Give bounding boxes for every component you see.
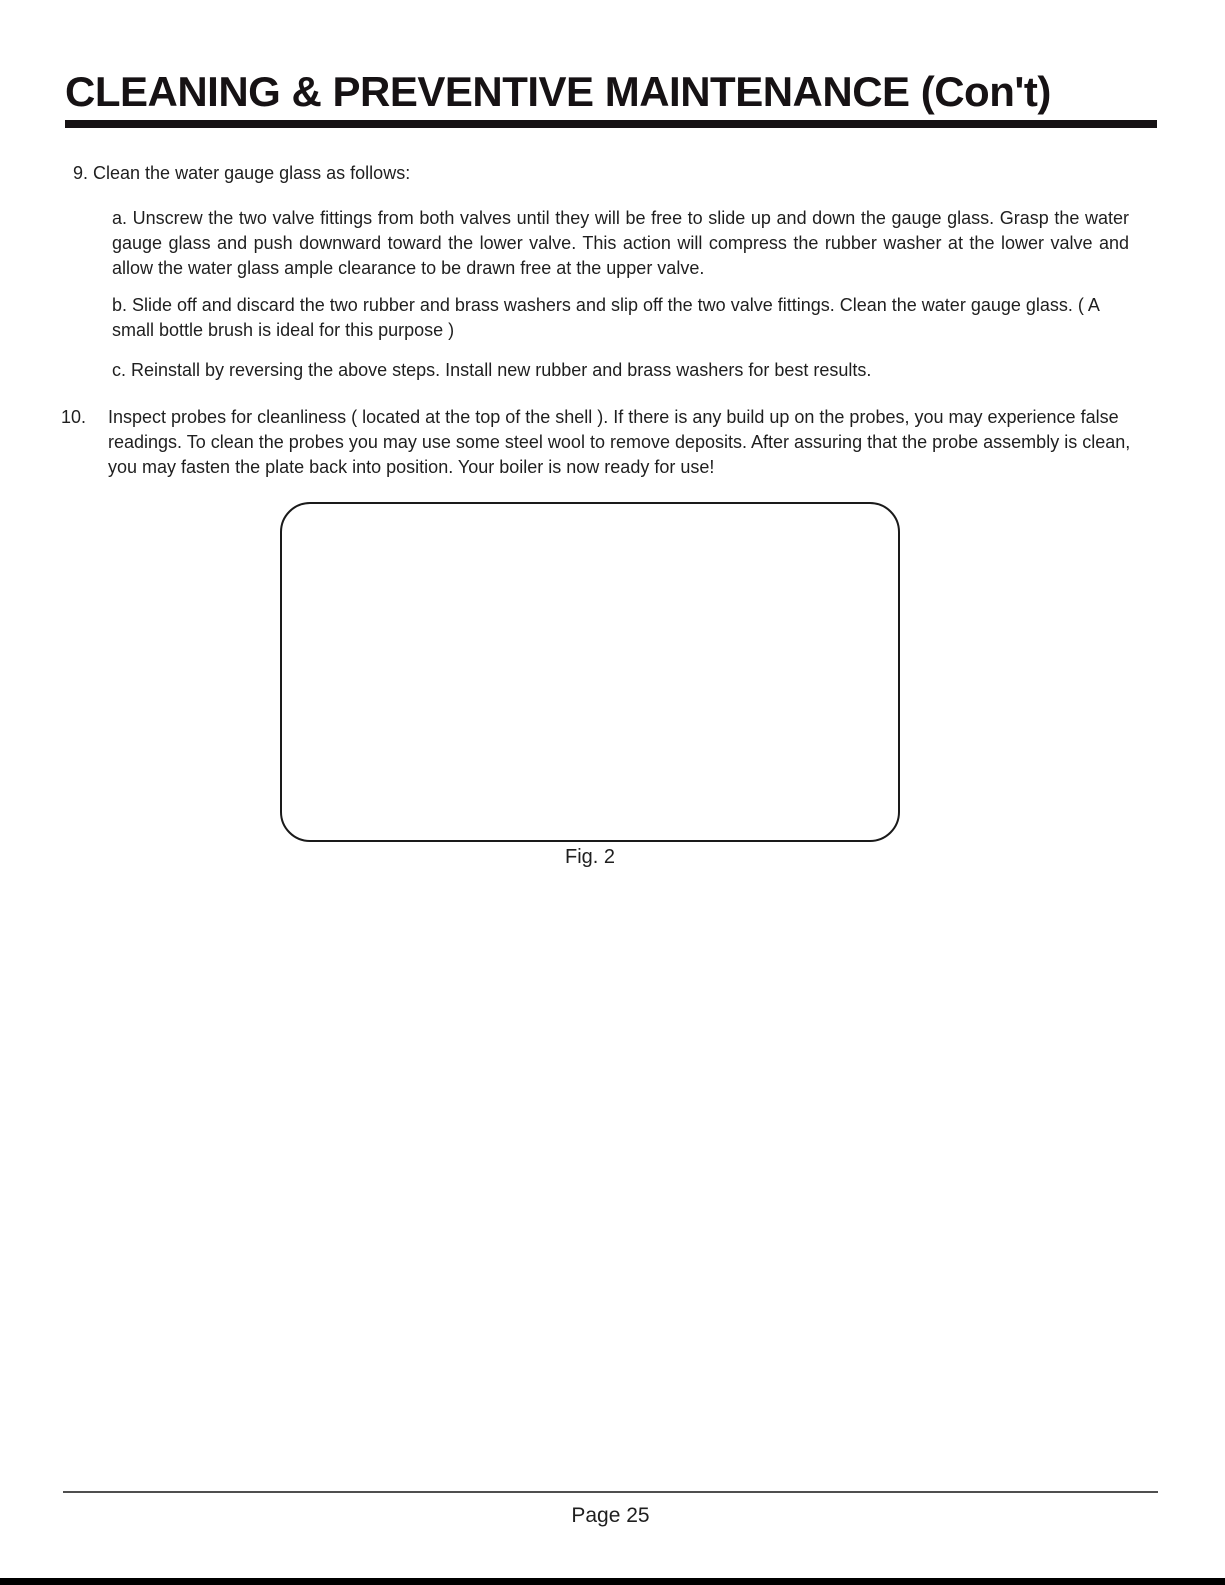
title-underline-rule — [65, 120, 1157, 128]
step-a-paragraph: a. Unscrew the two valve fittings from both valves until they will be free to slide up and down the gauge glass. Grasp the water gauge glass and push downward toward the lower valve. This action will compress the rubber washer at the lower valve and allow the water glass ample clearance to be drawn free at the upper valve. — [112, 208, 1129, 278]
step-b-paragraph: b. Slide off and discard the two rubber and brass washers and slip off the two valve fittings. Clean the water gauge glass. ( A small bottle brush is ideal for this purpose ) — [112, 295, 1099, 340]
footer-divider-rule — [63, 1491, 1158, 1493]
step-c-paragraph: c. Reinstall by reversing the above steps. Install new rubber and brass washers for best results. — [112, 360, 872, 380]
page-number-label: Page 25 — [571, 1504, 650, 1527]
page-bottom-black-bar — [0, 1578, 1225, 1585]
item-10-number: 10. — [61, 407, 87, 427]
item-10-text: Inspect probes for cleanliness ( located at the top of the shell ). If there is any build up on the probes, you may experience false readings. To clean the probes you may use some steel wool to remove deposits. After assuring that the probe assembly is clean, you may fasten the plate back into position. Your boiler is now ready for use! — [108, 407, 1131, 477]
figure-2-caption: Fig. 2 — [564, 846, 616, 868]
figure-2-frame — [280, 502, 900, 842]
list-item-9: 9. Clean the water gauge glass as follows: — [73, 163, 411, 183]
list-item-10 — [61, 405, 1131, 480]
page-title: CLEANING & PREVENTIVE MAINTENANCE (Con't) — [65, 68, 1051, 115]
